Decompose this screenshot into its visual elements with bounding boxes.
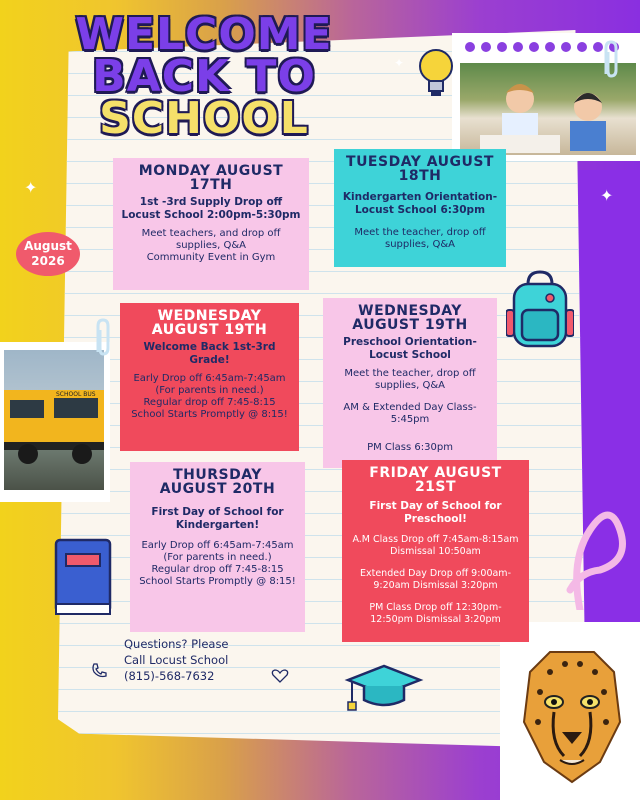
card-text: Community Event in Gym [146,252,276,263]
sparkle-icon: ✦ [24,178,38,197]
date-badge: August 2026 [16,232,80,276]
school-bus-photo [4,350,104,490]
card-text: School Starts Promptly @ 8:15! [139,576,296,587]
card-heading: TUESDAY AUGUST 18TH [346,154,494,184]
contact-line: Questions? Please [124,637,229,651]
card-subheading: First Day of School for Kindergarten! [151,506,284,531]
heart-icon [271,668,289,684]
lightbulb-icon [414,44,458,102]
card-subheading: Kindergarten Orientation-Locust School 6:30pm [342,191,498,216]
paperclip-icon [600,40,620,80]
card-heading: THURSDAY AUGUST 20TH [159,467,276,497]
card-subheading: Welcome Back 1st-3rd Grade! [143,341,276,366]
cheetah-mascot-frame [500,622,640,800]
event-card-wednesday-grades [120,303,299,451]
card-text: Early Drop off 6:45am-7:45am [141,540,294,551]
card-text: Meet teachers, and drop off supplies, Q&A [141,228,281,251]
card-subheading: First Day of School for Preschool! [369,500,502,525]
svg-text:SCHOOL BUS: SCHOOL BUS [56,391,96,398]
phone-icon [90,662,108,680]
contact-info [124,636,229,684]
event-card-thursday [130,462,305,632]
school-bus-photo-frame [0,342,110,502]
card-text: Regular drop off 7:45-8:15 [143,397,276,408]
card-text: Meet the teacher, drop off supplies, Q&A [344,368,476,391]
contact-line: Call Locust School [124,653,229,667]
title-line-2: BACK TO [92,51,316,102]
card-heading: WEDNESDAY AUGUST 19TH [151,308,268,338]
card-heading: FRIDAY AUGUST 21ST [369,465,502,495]
event-card-friday [342,460,529,642]
card-text: Meet the teacher, drop off supplies, Q&A [354,227,486,250]
book-icon [50,534,118,620]
event-card-tuesday [334,149,506,267]
card-heading: MONDAY AUGUST 17TH [138,163,284,193]
title-line-1: WELCOME [75,9,333,60]
graduation-cap-icon [344,662,424,712]
sparkle-icon: ✦ [600,186,614,205]
card-subheading: Preschool Orientation-Locust School [343,336,477,361]
card-heading: WEDNESDAY AUGUST 19TH [352,303,468,333]
card-text: AM & Extended Day Class-5:45pm [343,402,477,425]
title-line-3: SCHOOL [99,93,309,144]
cheetah-mascot [510,632,634,792]
card-text: PM Class Drop off 12:30pm-12:50pm Dismissal 3:20pm [369,602,502,625]
card-text: Regular drop off 7:45-8:15 [151,564,284,575]
card-text: Early Drop off 6:45am-7:45am (For parents in need.) [133,373,286,396]
backpack-icon [506,270,574,352]
event-card-monday [113,158,309,290]
card-subheading: 1st -3rd Supply Drop off Locust School 2:00pm-5:30pm [121,196,301,221]
card-text: (For parents in need.) [163,552,272,563]
event-card-wednesday-preschool [323,298,497,468]
sparkle-icon: ✦ [394,56,405,70]
paperclip-icon [92,318,112,358]
card-text: Extended Day Drop off 9:00am-9:20am Dismissal 3:20pm [359,568,511,591]
page-title [54,9,354,144]
phone-number[interactable]: (815)-568-7632 [124,669,215,683]
card-text: A.M Class Drop off 7:45am-8:15am Dismissal 10:50am [352,534,519,557]
card-text: School Starts Promptly @ 8:15! [131,409,288,420]
card-text: PM Class 6:30pm [367,442,453,453]
ribbon-loop-decoration [560,500,640,610]
